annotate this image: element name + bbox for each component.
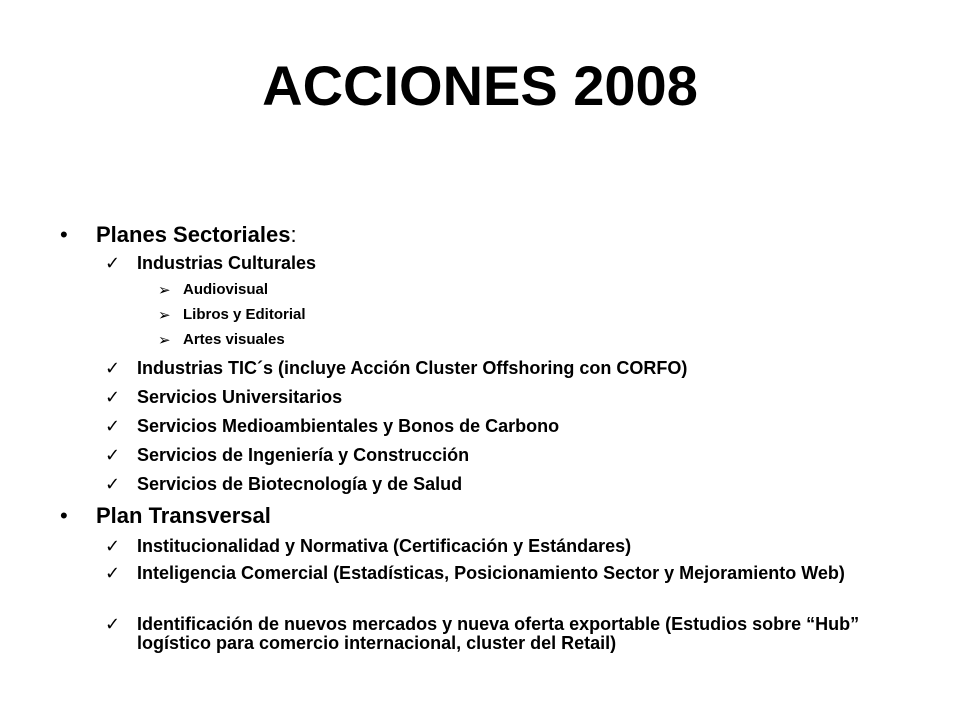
- bullet-icon: •: [60, 503, 68, 528]
- arrow-bullet-icon: ➢: [158, 307, 171, 324]
- checkmark-icon: ✓: [105, 536, 121, 556]
- sub-list-item-label: Libros y Editorial: [183, 306, 306, 323]
- arrow-bullet-icon: ➢: [158, 332, 171, 349]
- section-label: Planes Sectoriales: [96, 222, 291, 247]
- list-item: [105, 445, 470, 466]
- list-item-label: Industrias TIC´s (incluye Acción Cluster Offshoring con CORFO): [137, 358, 688, 378]
- sub-list-item: [158, 331, 285, 349]
- checkmark-icon: ✓: [105, 358, 121, 378]
- checkmark-icon: ✓: [105, 416, 121, 436]
- section-planes-sectoriales: [60, 222, 297, 248]
- section-plan-transversal: [60, 503, 271, 529]
- list-item: [105, 416, 560, 437]
- checkmark-icon: ✓: [105, 474, 121, 494]
- section-label: Plan Transversal: [96, 503, 271, 528]
- checkmark-icon: ✓: [105, 614, 121, 634]
- sub-list-item: [158, 306, 306, 324]
- sub-list-item-label: Audiovisual: [183, 281, 269, 298]
- list-item: [105, 358, 688, 379]
- list-item: [105, 387, 343, 408]
- bullet-icon: •: [60, 222, 68, 247]
- list-item-label: Identificación de nuevos mercados y nueva oferta exportable (Estudios sobre “Hub” logístico para comercio internacional, cluster del Retail): [137, 614, 860, 653]
- list-item-label: Institucionalidad y Normativa (Certificación y Estándares): [137, 536, 632, 556]
- checkmark-icon: ✓: [105, 563, 121, 583]
- section-label-suffix: :: [290, 222, 297, 247]
- list-item-label: Servicios de Biotecnología y de Salud: [137, 474, 463, 494]
- list-item: [105, 253, 317, 274]
- list-item: [105, 614, 872, 653]
- checkmark-icon: ✓: [105, 445, 121, 465]
- list-item-label: Servicios de Ingeniería y Construcción: [137, 445, 470, 465]
- sub-list-item: [158, 281, 269, 299]
- arrow-bullet-icon: ➢: [158, 282, 171, 299]
- list-item-label: Servicios Universitarios: [137, 387, 343, 407]
- sub-list-item-label: Artes visuales: [183, 331, 285, 348]
- slide-title: ACCIONES 2008: [262, 54, 698, 117]
- list-item-label: Servicios Medioambientales y Bonos de Carbono: [137, 416, 560, 436]
- list-item: [105, 474, 463, 495]
- list-item: [105, 563, 872, 583]
- checkmark-icon: ✓: [105, 253, 121, 273]
- list-item: [105, 536, 632, 557]
- checkmark-icon: ✓: [105, 387, 121, 407]
- list-item-label: Inteligencia Comercial (Estadísticas, Posicionamiento Sector y Mejoramiento Web): [137, 563, 845, 583]
- list-item-label: Industrias Culturales: [137, 253, 317, 273]
